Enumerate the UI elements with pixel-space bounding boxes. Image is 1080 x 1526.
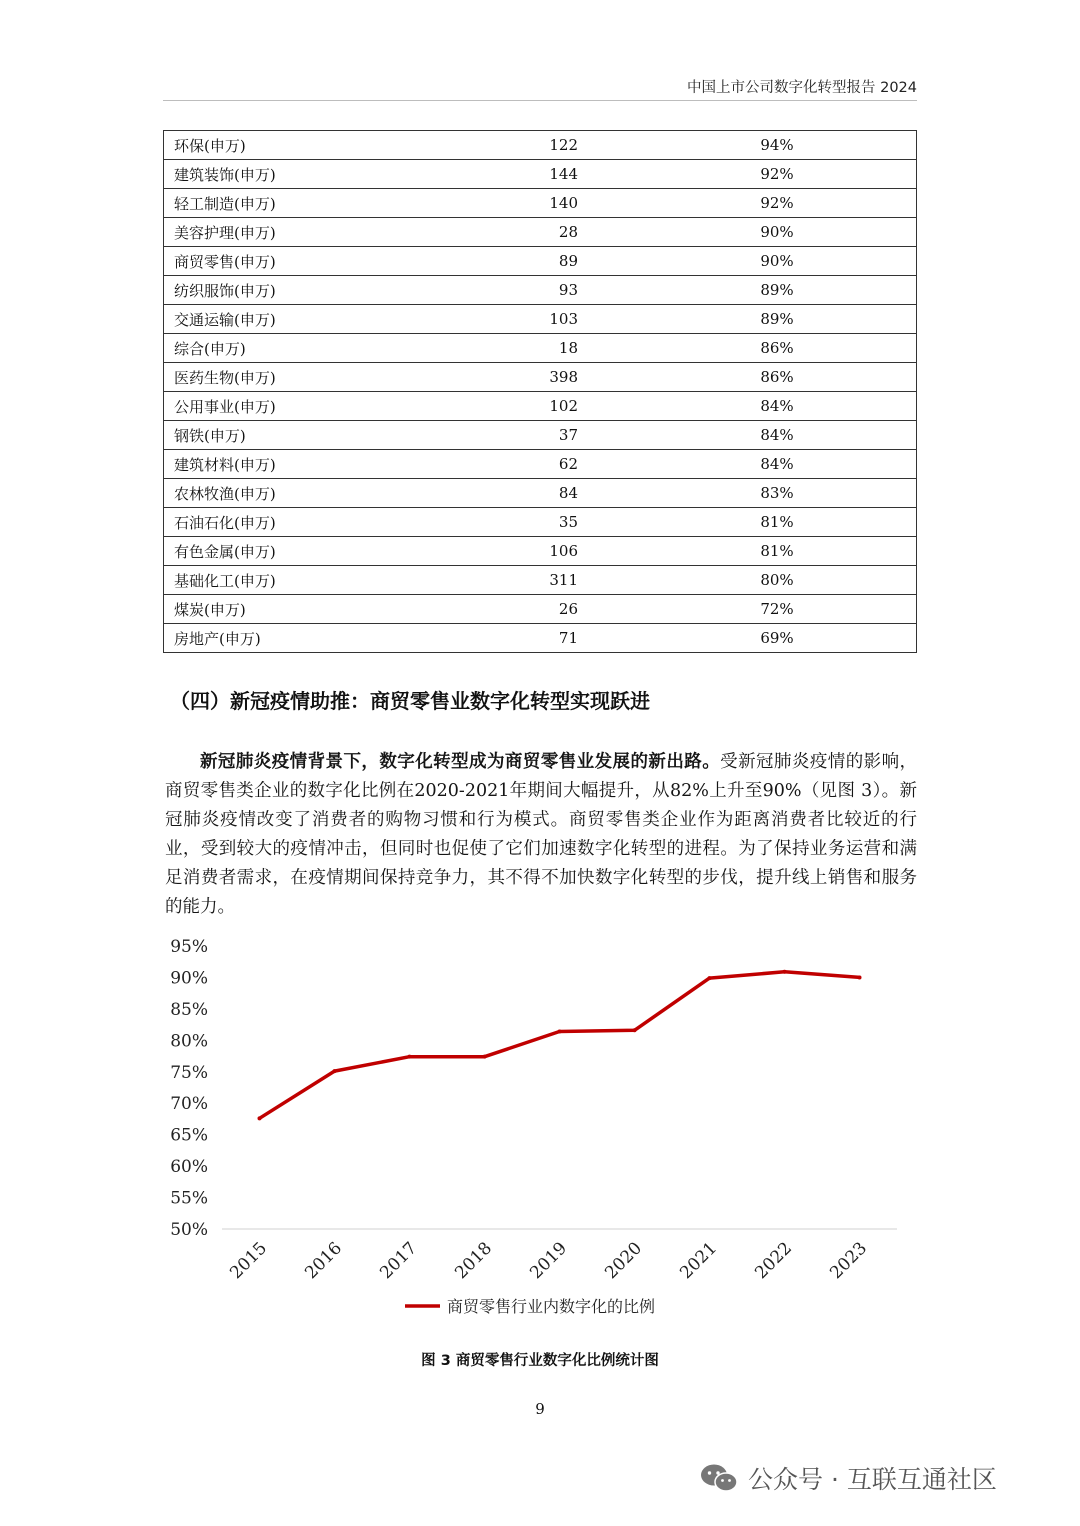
industry-name-cell: 煤炭(申万) [164,595,407,624]
data-point [408,1055,412,1059]
digital-ratio-cell: 86% [578,363,917,392]
industry-name-cell: 商贸零售(申万) [164,247,407,276]
industry-name-cell: 公用事业(申万) [164,392,407,421]
industry-name-cell: 医药生物(申万) [164,363,407,392]
data-point [858,975,862,979]
industry-name-cell: 轻工制造(申万) [164,189,407,218]
company-count-cell: 28 [406,218,578,247]
wechat-icon [700,1463,738,1493]
x-tick-label: 2022 [751,1238,797,1284]
table-row [164,392,917,421]
y-tick-label: 50% [170,1220,208,1240]
industry-name-cell: 基础化工(申万) [164,566,407,595]
lead-sentence: 新冠肺炎疫情背景下，数字化转型成为商贸零售业发展的新出路。 [200,752,721,772]
page-header: 中国上市公司数字化转型报告 2024 [686,80,917,96]
x-tick-label: 2015 [226,1238,272,1284]
table-row [164,218,917,247]
company-count-cell: 103 [406,305,578,334]
legend-label: 商贸零售行业内数字化的比例 [447,1297,656,1316]
company-count-cell: 311 [406,566,578,595]
y-tick-label: 55% [170,1188,208,1209]
digital-ratio-cell: 69% [578,624,917,653]
y-tick-label: 80% [170,1031,208,1052]
table-row [164,334,917,363]
x-tick-label: 2021 [676,1238,722,1284]
company-count-cell: 37 [406,421,578,450]
y-tick-label: 95% [170,937,208,957]
paragraph-text: 受新冠肺炎疫情的影响，商贸零售类企业的数字化比例在2020-2021年期间大幅提升，从82%上升至90%（见图 3）。新冠肺炎疫情改变了消费者的购物习惯和行为模式。商贸零售类企业作为距离消费者比较近的行业，受到较大的疫情冲击，但同时也促使了它们加速数字化转型的进程。为了保持业务运营和满足消费者需求，在疫情期间保持竞争力，其不得不加快数字化转型的步伐，提升线上销售和服务的能力。 [165,752,917,917]
table-row [164,160,917,189]
data-point [633,1028,637,1032]
table-row [164,305,917,334]
data-point [258,1116,262,1120]
y-tick-label: 90% [170,968,208,989]
digital-ratio-cell: 86% [578,334,917,363]
industry-name-cell: 建筑装饰(申万) [164,160,407,189]
table-row [164,131,917,160]
figure-caption: 图 3 商贸零售行业数字化比例统计图 [421,1353,659,1369]
company-count-cell: 89 [406,247,578,276]
x-tick-label: 2018 [451,1238,497,1284]
data-point [558,1030,562,1034]
digital-ratio-cell: 90% [578,247,917,276]
company-count-cell: 122 [406,131,578,160]
x-tick-label: 2017 [376,1238,422,1284]
industry-name-cell: 纺织服饰(申万) [164,276,407,305]
company-count-cell: 71 [406,624,578,653]
digital-ratio-cell: 81% [578,537,917,566]
watermark-text: 公众号 · 互联互通社区 [748,1465,997,1494]
digital-ratio-cell: 84% [578,392,917,421]
company-count-cell: 84 [406,479,578,508]
table-row [164,189,917,218]
industry-name-cell: 钢铁(申万) [164,421,407,450]
table-row [164,595,917,624]
industry-table [163,130,917,653]
digital-ratio-cell: 72% [578,595,917,624]
industry-name-cell: 石油石化(申万) [164,508,407,537]
table-row [164,276,917,305]
industry-name-cell: 环保(申万) [164,131,407,160]
data-point [483,1055,487,1059]
page-number: 9 [535,1400,545,1418]
digital-ratio-cell: 94% [578,131,917,160]
company-count-cell: 93 [406,276,578,305]
company-count-cell: 398 [406,363,578,392]
header-rule [163,100,917,101]
company-count-cell: 35 [406,508,578,537]
x-tick-label: 2019 [526,1238,572,1284]
data-point [783,970,787,974]
company-count-cell: 144 [406,160,578,189]
digital-ratio-cell: 90% [578,218,917,247]
table-row [164,421,917,450]
table-row [164,363,917,392]
industry-name-cell: 交通运输(申万) [164,305,407,334]
table-row [164,479,917,508]
digital-ratio-cell: 84% [578,421,917,450]
series-line [260,972,860,1119]
table-row [164,508,917,537]
y-tick-label: 75% [170,1062,208,1083]
digital-ratio-cell: 89% [578,276,917,305]
watermark [700,1460,997,1496]
data-point [333,1069,337,1073]
company-count-cell: 26 [406,595,578,624]
digital-ratio-cell: 92% [578,189,917,218]
industry-name-cell: 有色金属(申万) [164,537,407,566]
digital-ratio-cell: 89% [578,305,917,334]
company-count-cell: 18 [406,334,578,363]
company-count-cell: 102 [406,392,578,421]
industry-name-cell: 综合(申万) [164,334,407,363]
table-row [164,566,917,595]
y-tick-label: 65% [170,1125,208,1146]
data-point [708,976,712,980]
company-count-cell: 62 [406,450,578,479]
y-tick-label: 60% [170,1157,208,1178]
table-row [164,247,917,276]
x-tick-label: 2023 [826,1238,872,1284]
digital-ratio-cell: 84% [578,450,917,479]
y-tick-label: 85% [170,999,208,1020]
line-chart [0,920,1080,1340]
company-count-cell: 140 [406,189,578,218]
table-row [164,537,917,566]
industry-name-cell: 美容护理(申万) [164,218,407,247]
section-heading: （四）新冠疫情助推：商贸零售业数字化转型实现跃进 [170,689,650,713]
digital-ratio-cell: 81% [578,508,917,537]
x-tick-label: 2020 [601,1238,647,1284]
body-paragraph [165,748,917,922]
industry-name-cell: 农林牧渔(申万) [164,479,407,508]
digital-ratio-cell: 92% [578,160,917,189]
digital-ratio-cell: 80% [578,566,917,595]
industry-name-cell: 建筑材料(申万) [164,450,407,479]
company-count-cell: 106 [406,537,578,566]
x-tick-label: 2016 [301,1238,347,1284]
digital-ratio-cell: 83% [578,479,917,508]
table-row [164,450,917,479]
industry-name-cell: 房地产(申万) [164,624,407,653]
y-tick-label: 70% [170,1094,208,1115]
table-row [164,624,917,653]
